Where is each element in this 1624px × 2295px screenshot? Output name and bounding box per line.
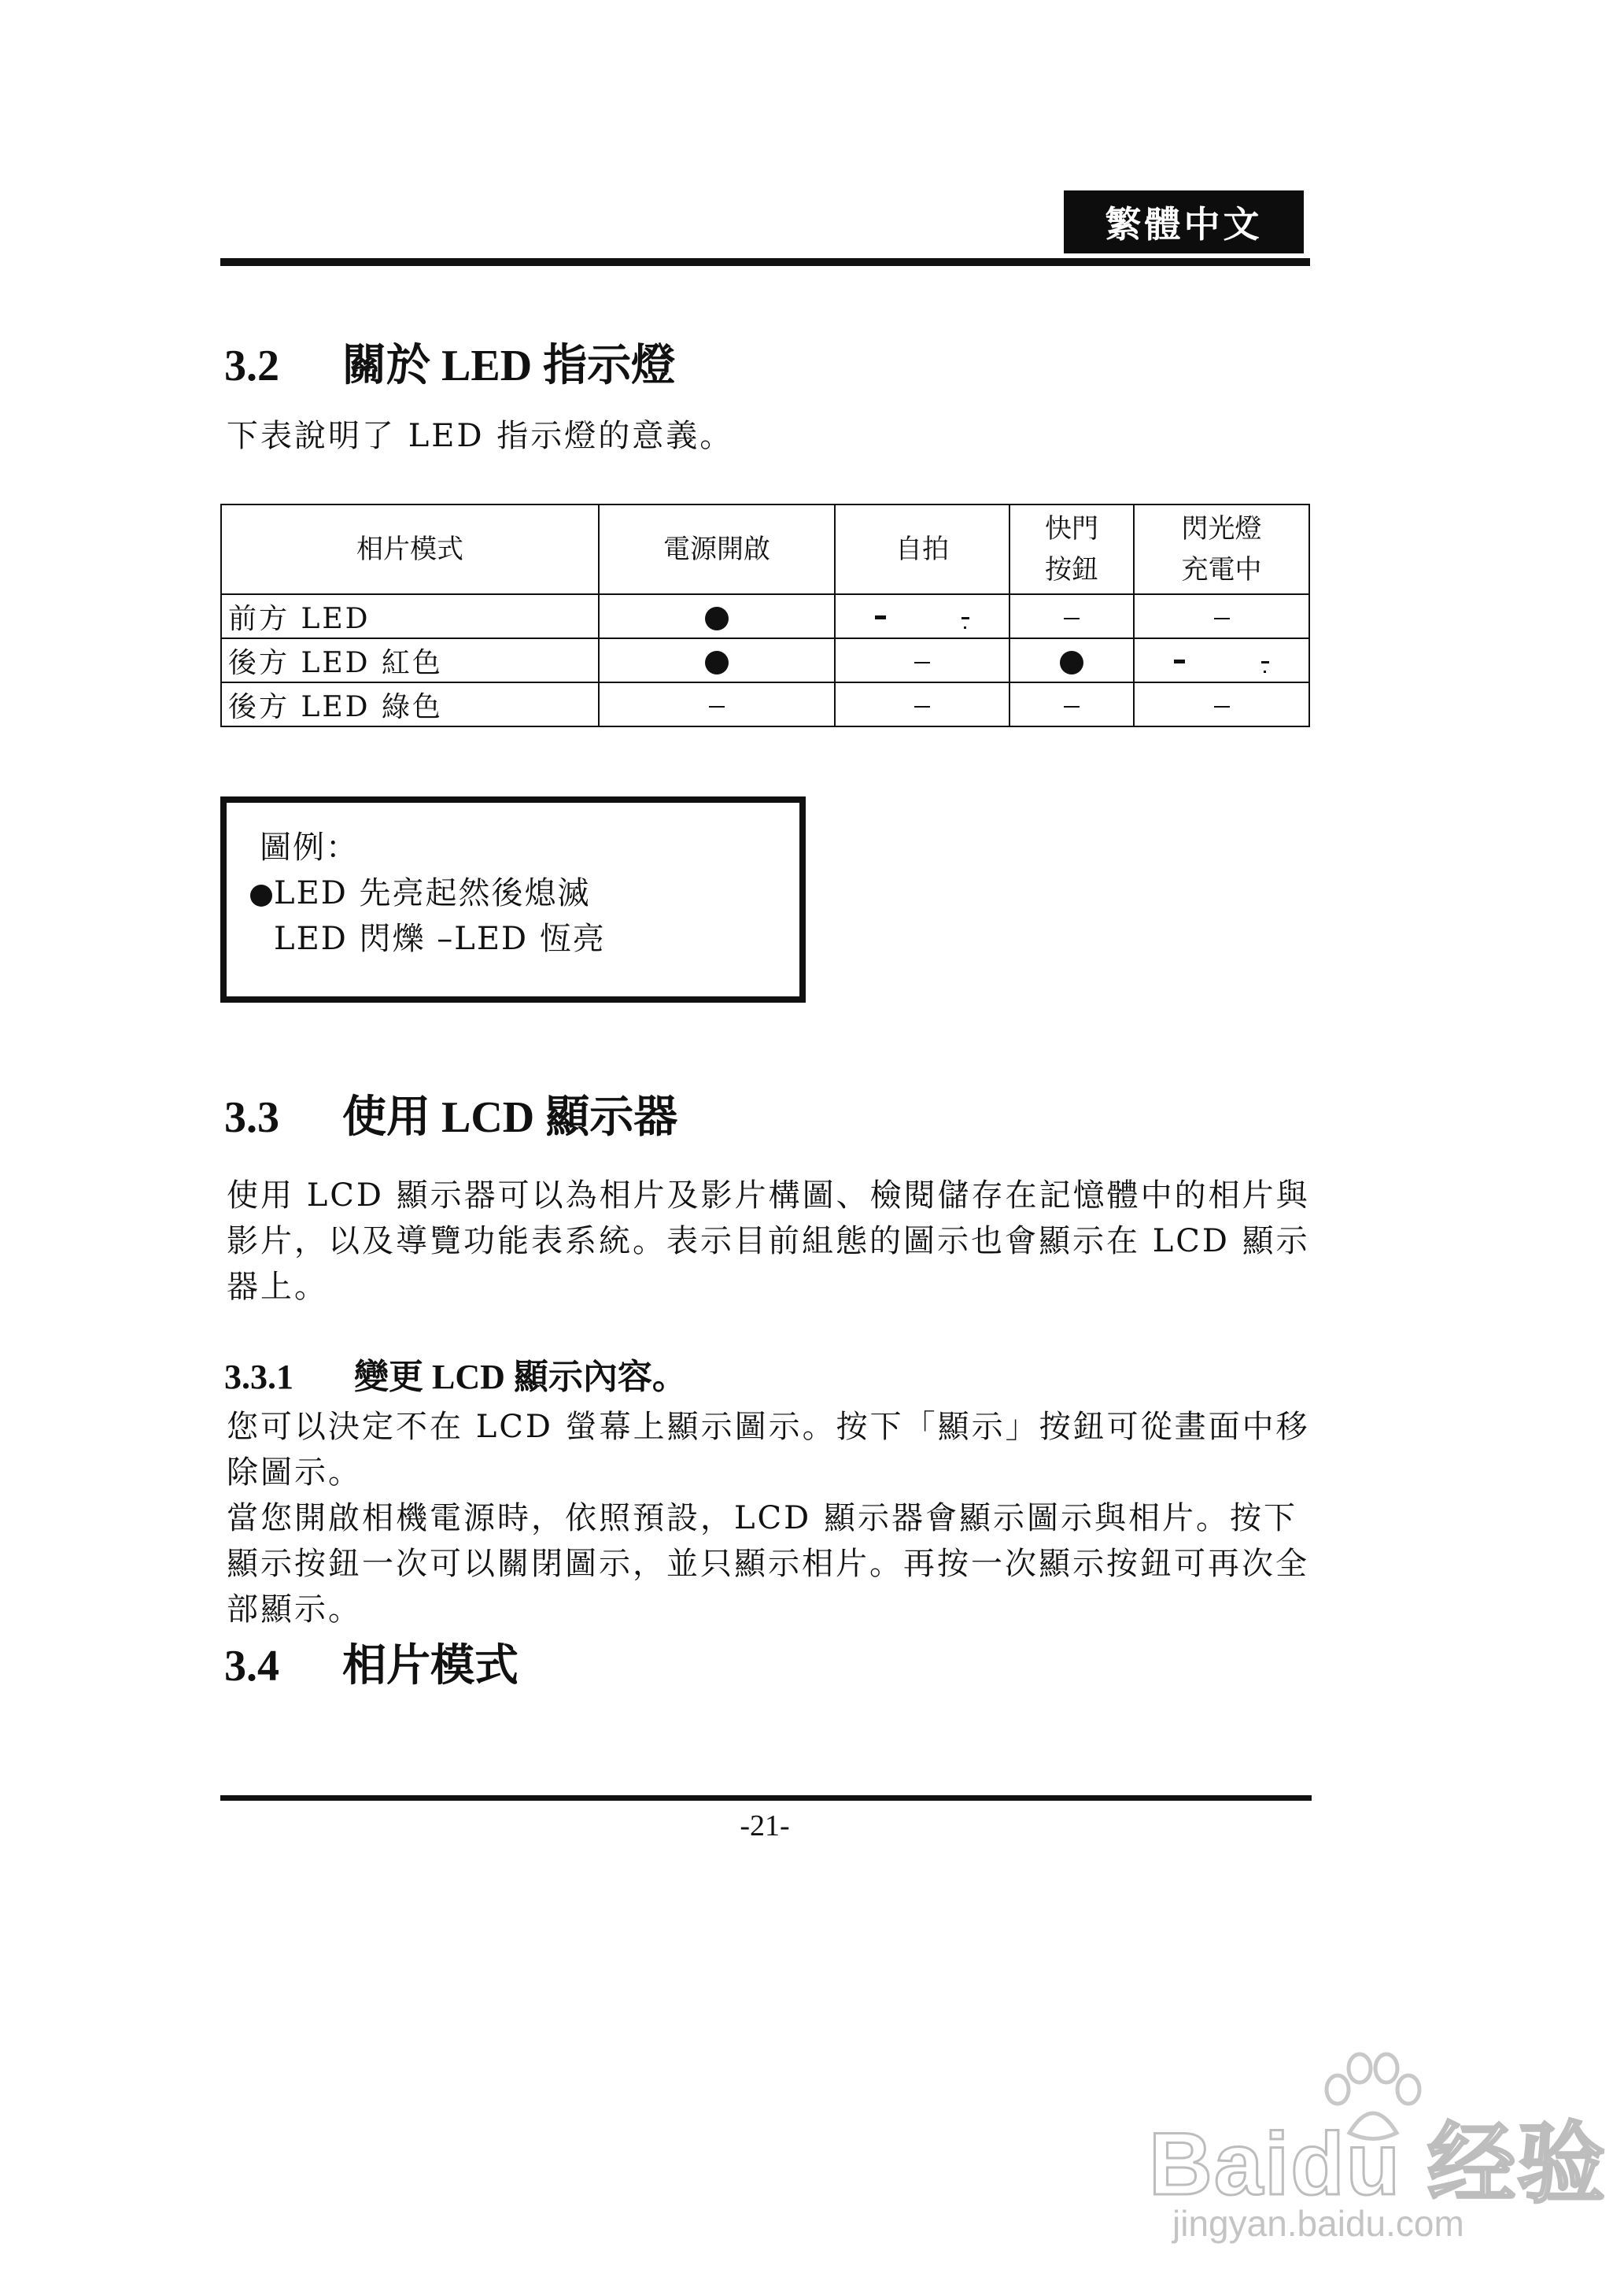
- dash-icon: [1214, 618, 1230, 619]
- led-indicator-table: [220, 504, 1310, 727]
- table-row: [221, 638, 1309, 682]
- section-number: 3.4: [224, 1642, 279, 1691]
- solid-dot-icon: [705, 607, 729, 630]
- dash-icon: [709, 706, 725, 708]
- dash-indicator: [1009, 682, 1134, 726]
- table-row: [221, 594, 1309, 638]
- section-3-2-intro: 下表說明了 LED 指示燈的意義。: [227, 418, 734, 454]
- dash-indicator: [835, 638, 1009, 682]
- section-number: 3.3.1: [224, 1358, 293, 1396]
- footer-divider: [220, 1795, 1312, 1801]
- solid-indicator: [1009, 638, 1134, 682]
- blink-indicator: [835, 594, 1009, 638]
- table-row: [221, 682, 1309, 726]
- section-title: 變更 LCD 顯示內容。: [354, 1358, 687, 1396]
- table-header-row: [221, 504, 1309, 594]
- section-3-3-1-paragraph-1: 您可以決定不在 LCD 螢幕上顯示圖示。按下「顯示」按鈕可從畫面中移除圖示。: [227, 1409, 1310, 1491]
- solid-indicator: [599, 594, 835, 638]
- section-3-3-paragraph: 使用 LCD 顯示器可以為相片及影片構圖、檢閱儲存在記憶體中的相片與影片，以及導覽功能表系統。表示目前組態的圖示也會顯示在 LCD 顯示器上。: [227, 1177, 1310, 1305]
- dash-indicator: [1134, 682, 1309, 726]
- section-3-3-heading: [224, 1082, 677, 1145]
- solid-indicator: [599, 638, 835, 682]
- dash-icon: [914, 662, 930, 663]
- dash-indicator: [1009, 594, 1134, 638]
- section-3-3-1-paragraph-2: 當您開啟相機電源時，依照預設，LCD 顯示器會顯示圖示與相片。按下顯示按鈕一次可以關閉圖示，並只顯示相片。再按一次顯示按鈕可再次全部顯示。: [227, 1500, 1309, 1628]
- blink-icon: [836, 595, 1009, 638]
- watermark-logo: Baidu 经验: [1149, 2115, 1607, 2213]
- section-title: 使用 LCD 顯示器: [342, 1093, 678, 1142]
- dash-icon: [914, 706, 930, 708]
- watermark-url: jingyan.baidu.com: [1172, 2203, 1464, 2244]
- section-number: 3.2: [224, 342, 279, 390]
- dash-indicator: [599, 682, 835, 726]
- dash-icon: [1064, 706, 1080, 708]
- solid-dot-icon: [705, 651, 729, 674]
- section-title: 相片模式: [342, 1642, 519, 1691]
- dash-icon: [1214, 706, 1230, 708]
- row-label: 後方 LED 綠色: [221, 682, 599, 726]
- dash-indicator: [1134, 594, 1309, 638]
- row-label: 前方 LED: [221, 594, 599, 638]
- row-label: 後方 LED 紅色: [221, 638, 599, 682]
- legend-line-2: LED 閃爍 –LED 恆亮: [274, 921, 606, 957]
- section-title: 關於 LED 指示燈: [342, 342, 676, 390]
- column-header: 電源開啟: [599, 504, 835, 594]
- legend-line-1: LED 先亮起然後熄滅: [274, 875, 591, 911]
- column-header: 相片模式: [221, 504, 599, 594]
- language-badge: 繁體中文: [1064, 190, 1304, 253]
- column-header: 快門按鈕: [1009, 504, 1134, 594]
- column-header: 自拍: [835, 504, 1009, 594]
- column-header: 閃光燈充電中: [1134, 504, 1309, 594]
- section-number: 3.3: [224, 1093, 279, 1142]
- legend-box: [220, 796, 806, 1003]
- dash-indicator: [835, 682, 1009, 726]
- blink-indicator: [1134, 638, 1309, 682]
- section-3-3-1-heading: [224, 1348, 687, 1399]
- dash-icon: [1064, 618, 1080, 619]
- section-3-4-heading: [224, 1631, 519, 1694]
- watermark: [1149, 2046, 1607, 2251]
- solid-dot-icon: [1060, 651, 1083, 674]
- solid-dot-icon: [250, 885, 272, 907]
- legend-title: 圖例：: [260, 830, 359, 866]
- section-3-2-heading: [224, 331, 675, 394]
- page-number: -21-: [740, 1809, 790, 1842]
- header-divider: [220, 258, 1310, 266]
- blink-icon: [1135, 639, 1308, 682]
